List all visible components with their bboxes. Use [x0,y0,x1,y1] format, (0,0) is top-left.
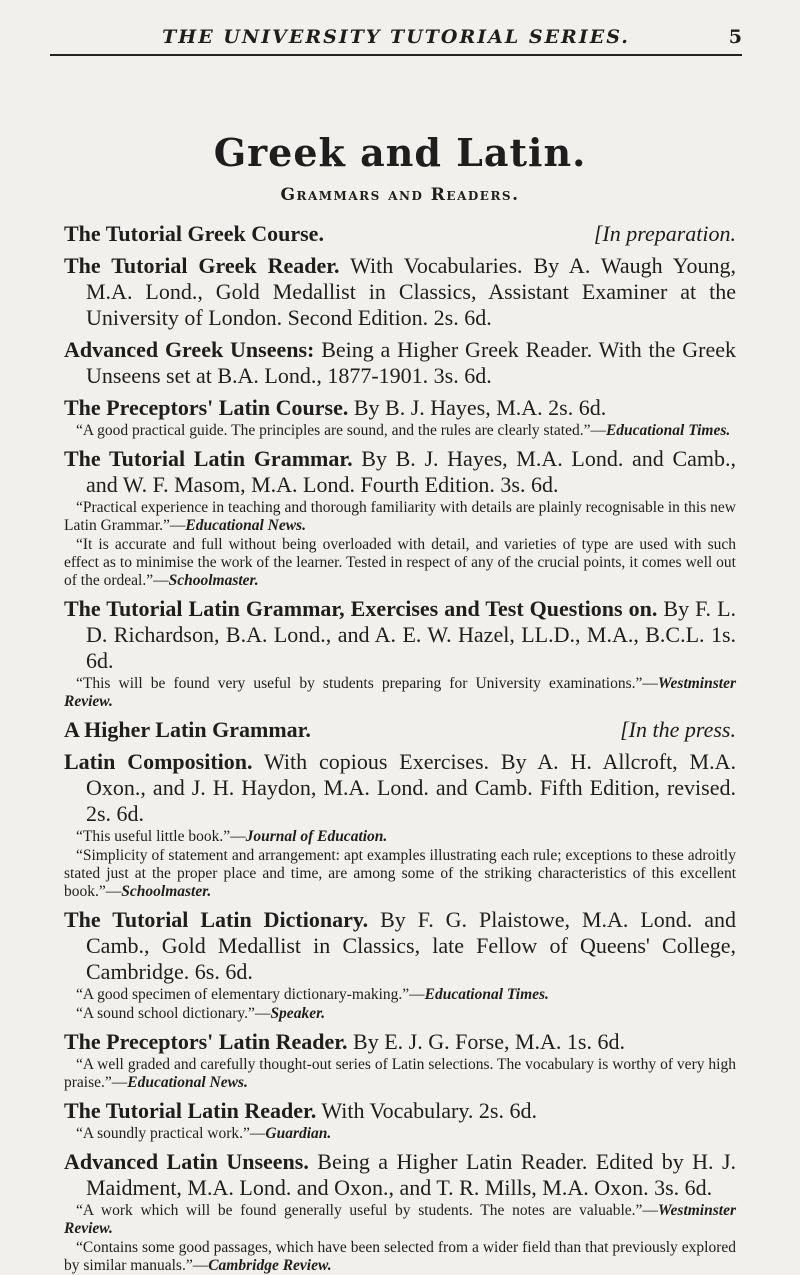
entry-heading [64,717,736,743]
review-quote [64,1202,736,1238]
book-title: Advanced Latin Unseens. [64,1149,309,1174]
review-quote [64,828,736,846]
review-text: “A good specimen of elementary dictionary-making.”— [76,986,425,1003]
book-title: A Higher Latin Grammar. [64,717,311,742]
review-source: Guardian. [265,1125,332,1142]
book-title: The Tutorial Latin Grammar. [64,446,353,471]
review-source: Westminster Review. [64,1202,736,1237]
review-text: “This will be found very useful by students preparing for University examinations.”— [76,675,658,692]
review-text: “Contains some good passages, which have been selected from a wider field than that previously explored by similar manuals.”— [64,1239,736,1274]
book-title: The Preceptors' Latin Course. [64,395,349,420]
catalogue-entry [64,337,736,389]
review-quote [64,1005,736,1023]
catalogue-entry [64,446,736,590]
book-details: Being a Higher Latin Reader. Edited by H. J. Maidment, M.A. Lond. and Oxon., and T. R. Mills, M.A. Oxon. 3s. 6d. [86,1149,737,1200]
review-source: Speaker. [270,1005,326,1022]
running-title: THE UNIVERSITY TUTORIAL SERIES. [162,26,630,48]
catalogue-entry [64,253,736,331]
entry-heading [64,446,736,498]
book-details: With copious Exercises. By A. H. Allcroft, M.A. Oxon., and J. H. Haydon, M.A. Lond. and Camb. Fifth Edition, revised. 2s. 6d. [86,749,736,826]
entry-heading [64,337,736,389]
entry-heading [64,907,736,985]
review-source: Educational News. [127,1074,248,1091]
book-title: The Preceptors' Latin Reader. [64,1029,348,1054]
catalogue-entry [64,1029,736,1092]
review-quote [64,1239,736,1275]
page-number: 5 [728,26,742,48]
catalogue-entry [64,221,736,247]
book-details: With Vocabulary. 2s. 6d. [321,1098,537,1123]
review-text: “A well graded and carefully thought-out series of Latin selections. The vocabulary is worthy of very high praise.”— [64,1056,736,1091]
review-quote [64,986,736,1004]
entry-heading [64,1029,736,1055]
review-source: Schoolmaster. [168,572,259,589]
review-text: “This useful little book.”— [76,828,246,845]
running-header [50,24,742,56]
review-text: “Practical experience in teaching and thorough familiarity with details are plainly recognisable in this new Latin Grammar.”— [64,499,736,534]
review-source: Cambridge Review. [208,1257,332,1274]
review-text: “A sound school dictionary.”— [76,1005,271,1022]
entry-heading [64,1098,736,1124]
entry-heading [64,395,736,421]
catalogue-entry [64,907,736,1023]
review-source: Journal of Education. [245,828,388,845]
catalogue-entry [64,1149,736,1275]
book-details: By F. G. Plaistowe, M.A. Lond. and Camb., Gold Medallist in Classics, late Fellow of Queens' College, Cambridge. 6s. 6d. [86,907,737,984]
entry-heading [64,221,736,247]
entry-heading [64,253,736,331]
review-quote [64,675,736,711]
review-quote [64,536,736,590]
catalogue-entry [64,395,736,440]
review-text: “A good practical guide. The principles are sound, and the rules are clearly stated.”— [76,422,606,439]
entry-heading [64,1149,736,1201]
book-title: The Tutorial Latin Reader. [64,1098,317,1123]
review-source: Schoolmaster. [121,883,212,900]
review-quote [64,847,736,901]
review-quote [64,1125,736,1143]
book-details: Being a Higher Greek Reader. With the Greek Unseens set at B.A. Lond., 1877-1901. 3s. 6d. [86,337,737,388]
book-title: The Tutorial Greek Reader. [64,253,340,278]
book-title: The Tutorial Latin Grammar, Exercises and Test Questions on. [64,596,658,621]
book-details: With Vocabularies. By A. Waugh Young, M.A. Lond., Gold Medallist in Classics, Assistant Examiner at the University of London. Second Edition. 2s. 6d. [86,253,736,330]
catalogue-entry [64,1098,736,1143]
book-details: By B. J. Hayes, M.A. 2s. 6d. [353,395,607,420]
review-quote [64,499,736,535]
catalogue-entry [64,596,736,711]
review-text: “Simplicity of statement and arrangement: apt examples illustrating each rule; exceptions to these adroitly stated just at the proper place and time, are among some of the striking characteristics of this excellent book.”— [64,847,736,900]
catalogue-entry [64,749,736,901]
book-details: By F. L. D. Richardson, B.A. Lond., and A. E. W. Hazel, LL.D., M.A., B.C.L. 1s. 6d. [86,596,737,673]
review-source: Educational News. [185,517,306,534]
catalogue-entry [64,717,736,743]
section-title: Greek and Latin. [213,130,587,175]
review-source: Educational Times. [424,986,549,1003]
publication-status: [In the press. [620,717,736,742]
book-details: By B. J. Hayes, M.A. Lond. and Camb., and W. F. Masom, M.A. Lond. Fourth Edition. 3s. 6d. [86,446,736,497]
book-title: Latin Composition. [64,749,253,774]
book-title: The Tutorial Latin Dictionary. [64,907,369,932]
catalogue-entries [64,221,736,1275]
book-title: Advanced Greek Unseens: [64,337,315,362]
review-text: “A soundly practical work.”— [76,1125,266,1142]
review-source: Westminster Review. [64,675,736,710]
section-subtitle: Grammars and Readers. [280,185,520,205]
review-text: “It is accurate and full without being overloaded with detail, and varieties of type are used with such effect as to minimise the work of the learner. Tested in respect of any of the crucial points, it comes well out of the ordeal.”— [64,536,736,589]
book-title: The Tutorial Greek Course. [64,221,324,246]
review-source: Educational Times. [605,422,731,439]
book-details: By E. J. G. Forse, M.A. 1s. 6d. [353,1029,625,1054]
entry-heading [64,749,736,827]
publication-status: [In preparation. [593,221,736,246]
review-quote [64,1056,736,1092]
review-quote [64,422,736,440]
entry-heading [64,596,736,674]
review-text: “A work which will be found generally useful by students. The notes are valuable.”— [76,1202,658,1219]
